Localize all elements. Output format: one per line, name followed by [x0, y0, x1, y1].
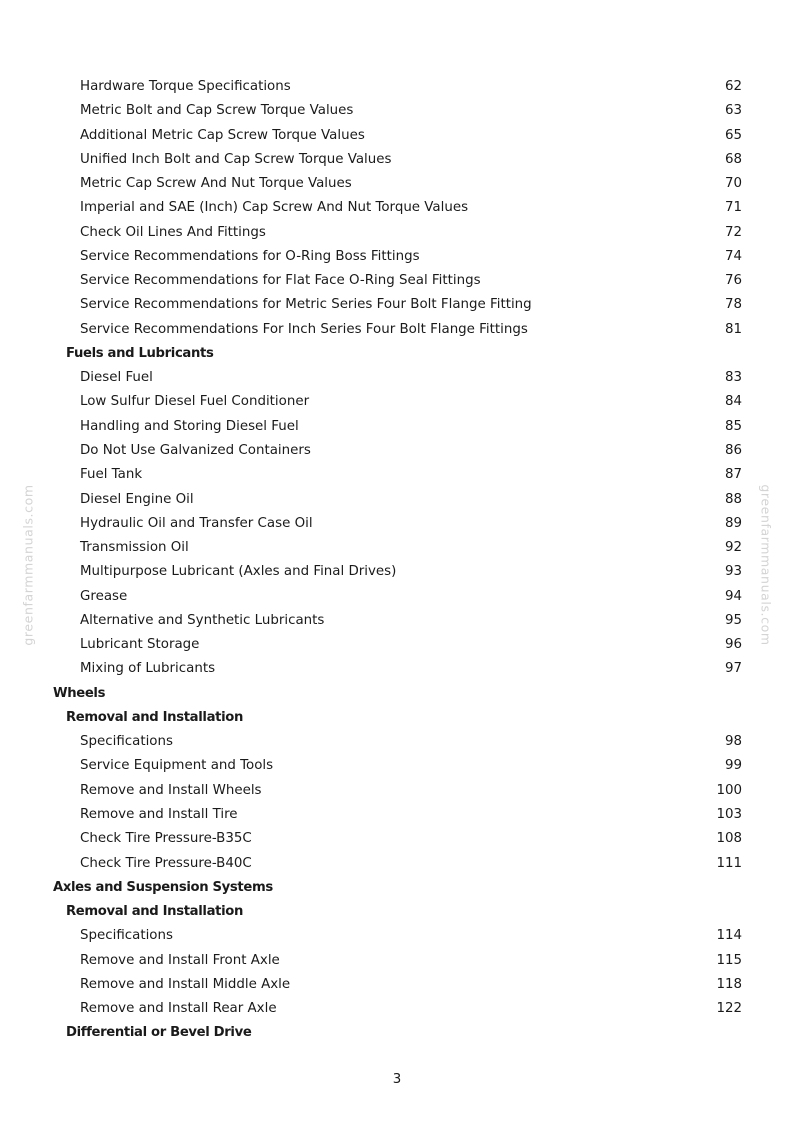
toc-entry-title: Axles and Suspension Systems [53, 879, 273, 895]
toc-entry-page: 62 [724, 79, 742, 94]
toc-entry-title: Fuel Tank [80, 467, 143, 483]
toc-entry-title: Check Tire Pressure-B35C [80, 831, 252, 847]
toc-entry[interactable] [0, 196, 794, 220]
toc-entry[interactable] [0, 924, 794, 948]
toc-entry-title: Multipurpose Lubricant (Axles and Final Drives) [80, 564, 397, 580]
toc-entry-title: Mixing of Lubricants [80, 661, 216, 677]
toc-entry-title: Service Recommendations For Inch Series Four Bolt Flange Fittings [80, 321, 528, 337]
toc-entry-title: Metric Bolt and Cap Screw Torque Values [80, 103, 354, 119]
toc-entry-title: Remove and Install Rear Axle [80, 1001, 277, 1017]
toc-entry-title: Removal and Installation [66, 904, 243, 920]
toc-entry[interactable] [0, 245, 794, 269]
toc-entry-title: Check Tire Pressure-B40C [80, 855, 252, 871]
toc-entry-page: 65 [724, 127, 742, 143]
toc-entry[interactable] [0, 803, 794, 827]
toc-section-heading [0, 682, 794, 706]
toc-entry-title: Service Recommendations for O-Ring Boss Fittings [80, 248, 420, 264]
toc-entry-page: 68 [724, 151, 742, 167]
toc-section-heading [0, 706, 794, 730]
toc-entry-page: 103 [716, 806, 742, 822]
toc-entry[interactable] [0, 124, 794, 148]
toc-entry[interactable] [0, 366, 794, 390]
toc-entry[interactable] [0, 172, 794, 196]
toc-entry-title: Lubricant Storage [80, 637, 200, 653]
toc-entry-title: Do Not Use Galvanized Containers [80, 442, 311, 458]
toc-section-heading [0, 342, 794, 366]
toc-entry-page: 114 [716, 928, 742, 944]
toc-entry-page: 118 [716, 976, 742, 992]
toc-entry-title: Fuels and Lubricants [66, 345, 214, 361]
toc-entry-title: Imperial and SAE (Inch) Cap Screw And Nut Torque Values [80, 200, 469, 216]
toc-entry[interactable] [0, 439, 794, 463]
toc-entry-page: 108 [716, 831, 742, 847]
toc-entry[interactable] [0, 754, 794, 778]
toc-entry-page: 111 [716, 855, 742, 871]
toc-entry-page: 98 [724, 734, 742, 750]
table-of-contents [0, 75, 794, 1046]
toc-entry[interactable] [0, 949, 794, 973]
toc-entry-title: Alternative and Synthetic Lubricants [80, 612, 325, 628]
toc-entry-page: 88 [724, 491, 742, 507]
toc-section-heading [0, 900, 794, 924]
toc-entry-page: 83 [724, 370, 742, 386]
toc-entry[interactable] [0, 633, 794, 657]
toc-entry-page: 99 [724, 758, 742, 774]
toc-entry-page: 122 [716, 1001, 742, 1017]
toc-entry-page: 100 [716, 782, 742, 798]
toc-entry-title: Low Sulfur Diesel Fuel Conditioner [80, 394, 310, 410]
toc-entry-title: Service Equipment and Tools [80, 758, 274, 774]
toc-entry[interactable] [0, 293, 794, 317]
toc-entry-page: 93 [724, 564, 742, 580]
toc-entry-page: 115 [716, 952, 742, 968]
toc-entry-title: Wheels [53, 685, 106, 701]
toc-entry-page: 97 [724, 661, 742, 677]
toc-section-heading [0, 876, 794, 900]
toc-entry[interactable] [0, 463, 794, 487]
toc-entry-title: Hydraulic Oil and Transfer Case Oil [80, 515, 313, 531]
watermark-right: greenfarmmanuals.com [758, 484, 774, 646]
toc-entry-title: Specifications [80, 928, 173, 944]
toc-entry-title: Diesel Engine Oil [80, 491, 194, 507]
toc-entry-page: 92 [724, 540, 742, 556]
toc-entry[interactable] [0, 415, 794, 439]
toc-entry-page: 89 [724, 515, 742, 531]
toc-entry[interactable] [0, 269, 794, 293]
toc-entry[interactable] [0, 221, 794, 245]
toc-entry-page: 84 [724, 394, 742, 410]
toc-entry[interactable] [0, 318, 794, 342]
toc-entry-page: 95 [724, 612, 742, 628]
toc-entry[interactable] [0, 560, 794, 584]
toc-entry-title: Service Recommendations for Metric Series Four Bolt Flange Fitting [80, 297, 532, 313]
toc-entry-title: Check Oil Lines And Fittings [80, 224, 266, 240]
toc-entry-title: Specifications [80, 734, 173, 750]
toc-entry-page: 86 [724, 442, 742, 458]
toc-entry-page: 87 [724, 467, 742, 483]
toc-entry-title: Hardware Torque Specifications [80, 79, 291, 94]
toc-entry-page: 76 [724, 273, 742, 289]
toc-entry-page: 70 [724, 176, 742, 192]
toc-entry-page: 96 [724, 637, 742, 653]
toc-section-heading [0, 1021, 794, 1045]
watermark-left: greenfarmmanuals.com [20, 484, 36, 646]
toc-entry[interactable] [0, 148, 794, 172]
toc-entry[interactable] [0, 390, 794, 414]
toc-entry-title: Metric Cap Screw And Nut Torque Values [80, 176, 352, 192]
toc-entry[interactable] [0, 488, 794, 512]
toc-entry[interactable] [0, 730, 794, 754]
toc-entry-page: 81 [724, 321, 742, 337]
toc-entry-title: Diesel Fuel [80, 370, 153, 386]
toc-entry-title: Service Recommendations for Flat Face O-Ring Seal Fittings [80, 273, 481, 289]
toc-entry-title: Differential or Bevel Drive [66, 1025, 252, 1041]
toc-entry-title: Additional Metric Cap Screw Torque Values [80, 127, 365, 143]
toc-entry[interactable] [0, 75, 794, 99]
toc-entry-title: Remove and Install Tire [80, 806, 238, 822]
toc-entry-title: Remove and Install Middle Axle [80, 976, 291, 992]
toc-entry-title: Handling and Storing Diesel Fuel [80, 418, 299, 434]
toc-entry[interactable] [0, 657, 794, 681]
page-number: 3 [392, 1072, 402, 1087]
toc-entry[interactable] [0, 536, 794, 560]
toc-entry[interactable] [0, 973, 794, 997]
toc-entry[interactable] [0, 512, 794, 536]
toc-entry[interactable] [0, 609, 794, 633]
toc-entry[interactable] [0, 99, 794, 123]
toc-entry-page: 74 [724, 248, 742, 264]
toc-entry-title: Unified Inch Bolt and Cap Screw Torque Values [80, 151, 392, 167]
toc-entry[interactable] [0, 852, 794, 876]
toc-entry[interactable] [0, 827, 794, 851]
toc-entry-page: 72 [724, 224, 742, 240]
toc-entry-title: Grease [80, 588, 128, 604]
toc-entry-title: Transmission Oil [80, 540, 189, 556]
toc-entry[interactable] [0, 585, 794, 609]
toc-entry-page: 71 [724, 200, 742, 216]
toc-entry[interactable] [0, 997, 794, 1021]
toc-entry-title: Remove and Install Front Axle [80, 952, 280, 968]
toc-entry-title: Removal and Installation [66, 709, 243, 725]
toc-entry-page: 63 [724, 103, 742, 119]
toc-entry[interactable] [0, 779, 794, 803]
toc-entry-page: 94 [724, 588, 742, 604]
toc-entry-page: 78 [724, 297, 742, 313]
toc-entry-page: 85 [724, 418, 742, 434]
toc-entry-title: Remove and Install Wheels [80, 782, 262, 798]
